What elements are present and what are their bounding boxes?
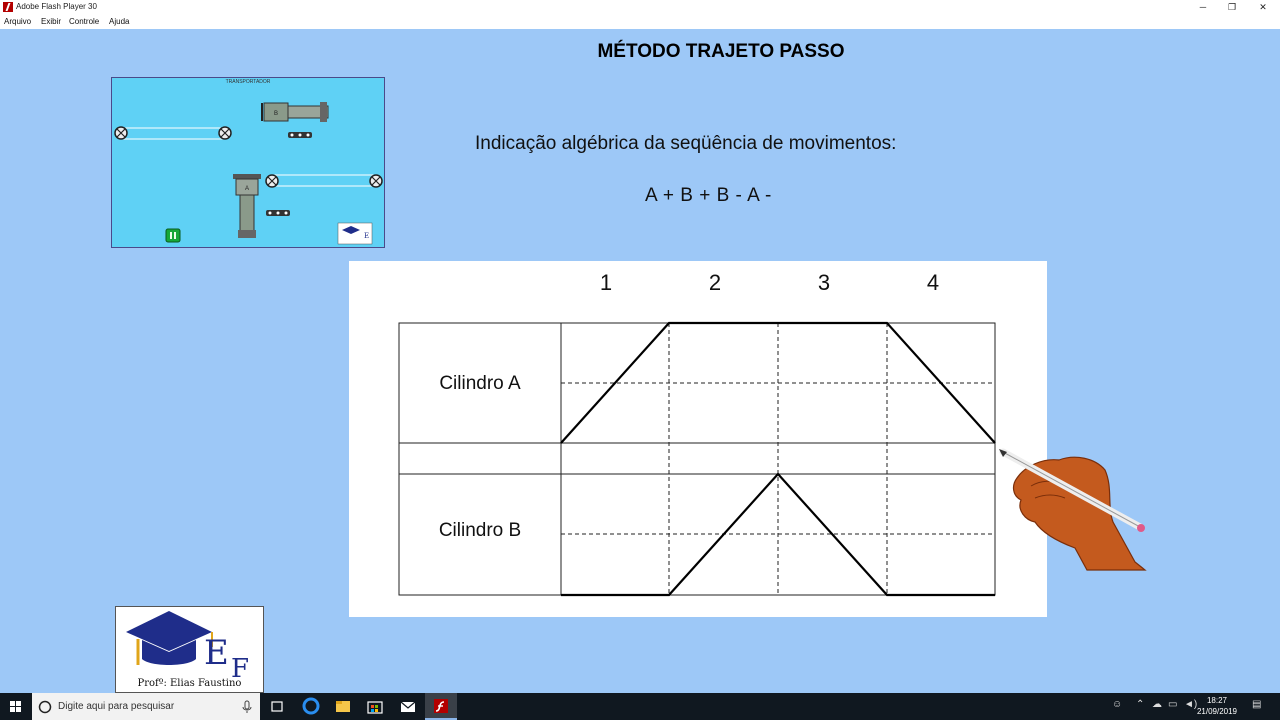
task-view-icon (261, 693, 293, 720)
volume-icon[interactable]: ◄) (1184, 699, 1198, 710)
drawing-hand-illustration (995, 430, 1155, 580)
step-label-4: 4 (926, 270, 940, 295)
network-icon[interactable]: ▭ (1168, 699, 1178, 710)
taskbar-edge[interactable] (295, 693, 327, 720)
transporter-animation (111, 77, 385, 248)
minimize-button[interactable]: ─ (1199, 2, 1207, 12)
step-label-3: 3 (817, 270, 831, 295)
system-clock[interactable] (1192, 695, 1242, 717)
taskbar-search-box[interactable] (32, 693, 260, 720)
cylinder-b-row-label: Cilindro B (438, 520, 522, 541)
valve-a (266, 210, 290, 216)
cylinder-a (233, 174, 261, 238)
transporter-title: TRANSPORTADOR (225, 79, 271, 85)
taskbar-mail[interactable] (392, 693, 424, 720)
start-button-icon (166, 229, 180, 242)
cylinder-b (262, 102, 328, 122)
microphone-icon (242, 700, 252, 714)
people-icon[interactable]: ☺ (1112, 699, 1123, 710)
step-dividers (669, 323, 887, 595)
menu-arquivo[interactable]: Arquivo (4, 17, 32, 26)
title-bar (0, 0, 1280, 15)
onedrive-cloud-icon[interactable]: ☁ (1152, 699, 1162, 710)
notification-icon[interactable]: ▤ (1252, 699, 1262, 710)
cortana-circle-icon (38, 700, 52, 714)
edge-icon (295, 693, 327, 720)
step-diagram (349, 261, 1047, 617)
transporter-drawing (112, 78, 384, 247)
mail-icon (392, 693, 424, 720)
lower-conveyor (266, 175, 382, 187)
task-view-button[interactable] (261, 693, 293, 720)
taskbar (0, 693, 1280, 720)
flash-stage (0, 29, 1280, 693)
flash-app-icon (3, 2, 13, 12)
chevron-up-icon[interactable]: ⌃ (1136, 699, 1145, 710)
menu-controle[interactable]: Controle (69, 17, 100, 26)
upper-conveyor (115, 127, 231, 139)
author-signature: Profº: Elias Faustino (137, 678, 242, 689)
taskbar-file-explorer[interactable] (327, 693, 359, 720)
start-button[interactable] (0, 693, 32, 720)
cylinder-a-label: A (244, 186, 250, 192)
diagram-grid (349, 261, 1047, 617)
clock-time: 18:27 (1206, 696, 1228, 705)
clock-date: 21/09/2019 (1196, 707, 1238, 716)
store-icon (359, 693, 391, 720)
folder-icon (327, 693, 359, 720)
cylinder-b-label: B (273, 111, 279, 117)
taskbar-store[interactable] (359, 693, 391, 720)
grid-frame (399, 323, 995, 595)
logo-initial-f: F (231, 654, 250, 679)
maximize-button[interactable]: ❐ (1227, 2, 1237, 12)
close-button[interactable]: ✕ (1259, 2, 1267, 12)
step-label-2: 2 (708, 270, 722, 295)
menu-bar (0, 15, 1280, 29)
sequence-heading: Indicação algébrica da seqüência de movimentos: (475, 133, 897, 154)
menu-ajuda[interactable]: Ajuda (109, 17, 130, 26)
page-title: MÉTODO TRAJETO PASSO (597, 41, 845, 62)
flash-player-icon (425, 693, 457, 720)
search-placeholder: Digite aqui para pesquisar (58, 701, 175, 712)
windows-logo-icon (0, 693, 32, 720)
mini-logo (338, 223, 372, 244)
logo-initial-e: E (204, 633, 229, 673)
window-title: Adobe Flash Player 30 (16, 2, 97, 11)
step-label-1: 1 (599, 270, 613, 295)
cylinder-a-row-label: Cilindro A (439, 373, 521, 394)
menu-exibir[interactable]: Exibir (41, 17, 62, 26)
sequence-notation: A + B + B - A - (645, 185, 772, 206)
taskbar-flash-player[interactable] (425, 693, 457, 720)
svg-text:E: E (364, 232, 370, 240)
author-logo (115, 606, 264, 693)
graduation-cap-icon (116, 607, 263, 679)
valve-b (288, 132, 312, 138)
